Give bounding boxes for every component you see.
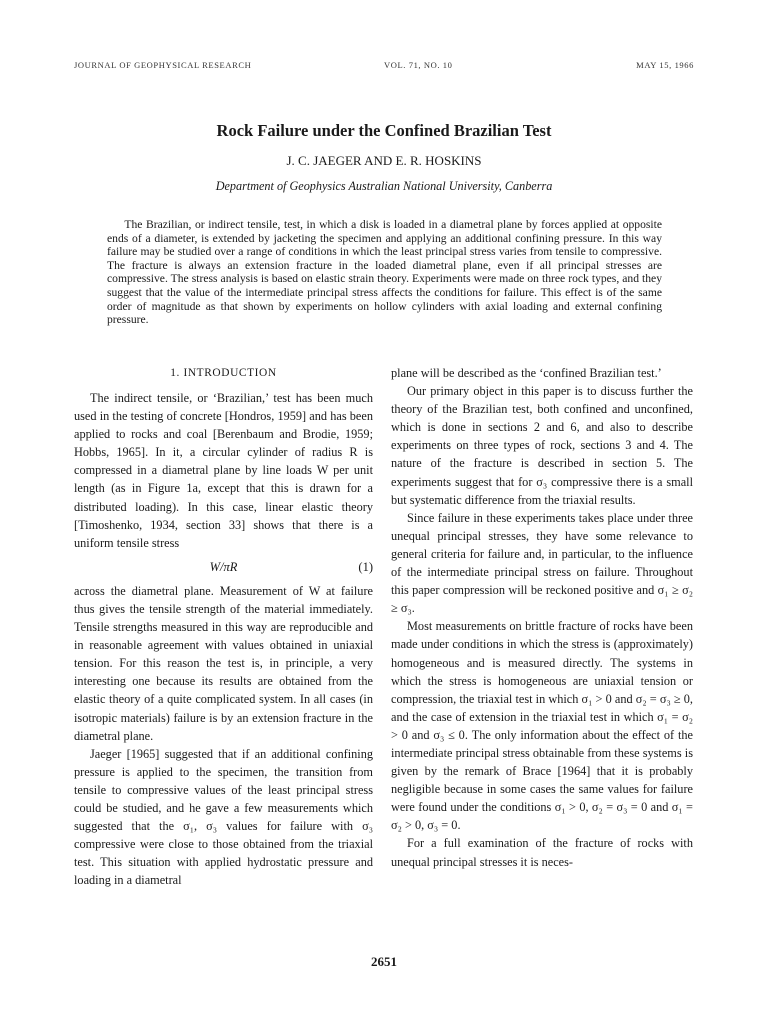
paragraph: plane will be described as the ‘confined Brazilian test.’	[391, 366, 662, 380]
left-column	[74, 364, 373, 889]
equation-number: (1)	[358, 559, 373, 574]
paragraph: Since failure in these experiments takes place under three unequal principal stresses, they have some relevance to general criteria for failure and, in particular, to the influence of the intermediate principal stress on failure. Throughout this paper compression will be reckoned positive and σ₁ ≥ σ₂ ≥ σ₃.	[391, 510, 693, 616]
issue-date: MAY 15, 1966	[636, 60, 694, 70]
page-number: 2651	[371, 954, 397, 969]
author-affiliation: Department of Geophysics Australian National University, Canberra	[215, 179, 553, 193]
paper-title: Rock Failure under the Confined Brazilian Test	[216, 121, 552, 140]
author-list: J. C. JAEGER AND E. R. HOSKINS	[286, 153, 482, 168]
paragraph: The indirect tensile, or ‘Brazilian,’ test has been much used in the testing of concrete [Hondros, 1959] and has been applied to rocks and coal [Berenbaum and Brodie, 1959; Hobbs, 1965]. In it, a circular cylinder of radius R is compressed in a diametral plane by line loads W per unit length (as in Figure 1a, except that this is drawn for a distributed loading). In this case, linear elastic theory [Timoshenko, 1934, section 33] shows that there is a uniform tensile stress	[74, 391, 373, 550]
paragraph: across the diametral plane. Measurement of W at failure thus gives the tensile strength of the material immediately. Tensile strengths measured in this way are reproducible and in reasonable agreement with values obtained in uniaxial tension. For this reason the test is, in principle, a very interesting one because its results are obtained from the elastic theory of a quite complicated system. In all cases (in isotropic materials) failure is by an extension fracture in the diametral plane.	[74, 583, 373, 743]
paragraph: Our primary object in this paper is to discuss further the theory of the Brazilian test, both confined and unconfined, which is done in sections 2 and 6, and also to describe experiments on three types of rock, sections 3 and 4. The nature of the fracture is described in section 5. The experiments suggest that for σ₃ compressive there is a small but systematic difference from the triaxial results.	[391, 384, 693, 507]
right-column	[391, 364, 693, 871]
equation-expression: W/πR	[209, 559, 238, 574]
equation-1	[74, 552, 373, 582]
journal-name: JOURNAL OF GEOPHYSICAL RESEARCH	[74, 60, 252, 70]
paragraph: For a full examination of the fracture of rocks with unequal principal stresses it is neces-	[391, 836, 693, 869]
abstract: The Brazilian, or indirect tensile, test, in which a disk is loaded in a diametral plane by forces applied at opposite ends of a diameter, is extended by jacketing the specimen and applying an additional confining pressure. In this way failure may be studied over a range of conditions in which the least principal stress varies from tensile to compressive. The fracture is always an extension fracture in the loaded diametral plane, even if all principal stresses are compressive. The stress analysis is based on elastic strain theory. Experiments were made on three rock types, and they suggest that the value of the intermediate principal stress affects the conditions for failure. This effect is of the same order of magnitude as that shown by experiments on hollow cylinders with axial loading and external confining pressure.	[107, 218, 662, 327]
volume-number: VOL. 71, NO. 10	[384, 60, 453, 70]
paragraph: Jaeger [1965] suggested that if an additional confining pressure is applied to the specimen, the transition from tensile to compressive values of the least principal stress could be studied, and he gave a few measurements which suggested that the σ₁, σ₃ values for failure with σ₃ compressive were close to those obtained from the triaxial test. This situation with applied hydrostatic pressure and loading in a diametral	[74, 746, 373, 888]
section-heading: 1. INTRODUCTION	[170, 367, 277, 379]
paragraph: Most measurements on brittle fracture of rocks have been made under conditions in which the stress is (approximately) homogeneous and is measured directly. The systems in which the stress is homogeneous are uniaxial tension or compression, the triaxial test in which σ₁ > 0 and σ₂ = σ₃ ≥ 0, and the case of extension in the triaxial test in which σ₁ = σ₂ > 0 and σ₃ ≤ 0. The only information about the effect of the intermediate principal stress obtainable from these systems is given by the remark of Brace [1964] that it is probably negligible because in some cases the same values for failure were found under the conditions σ₁ > 0, σ₂ = σ₃ = 0 and σ₁ = σ₂ > 0, σ₃ = 0.	[391, 619, 693, 833]
